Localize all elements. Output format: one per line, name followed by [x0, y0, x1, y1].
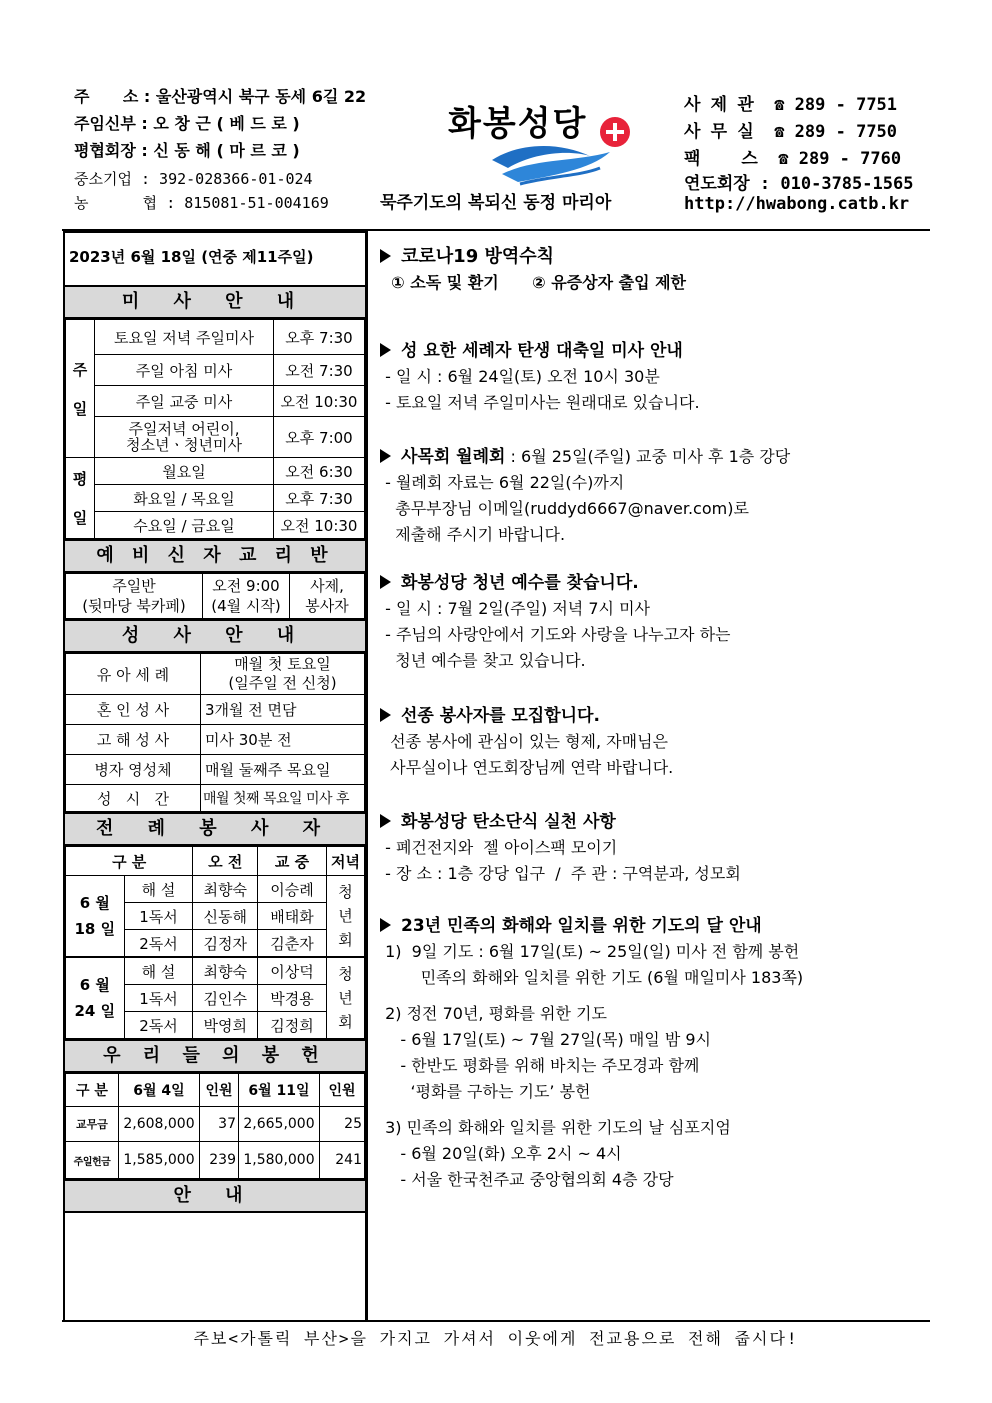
- catechumen-teacher: 사제, 봉사자: [290, 574, 365, 619]
- news-line: 2) 정전 70년, 평화를 위한 기도: [380, 1004, 607, 1023]
- news-line: ‘평화를 구하는 기도’ 봉헌: [380, 1082, 591, 1101]
- liturgy-morning: 최향숙: [193, 957, 258, 985]
- offering-col-header: 구 분: [66, 1074, 119, 1107]
- news-item-covid: [380, 244, 940, 296]
- liturgy-morning: 박영희: [193, 1012, 258, 1039]
- liturgy-main: 이승례: [258, 876, 327, 903]
- sunday-label-1: 주: [72, 360, 88, 379]
- liturgy-main: 이상덕: [258, 957, 327, 985]
- church-motto: 묵주기도의 복되신 동정 마리아: [380, 193, 612, 213]
- title-text: 23년 민족의 화해와 일치를 위한 기도의 달 안내: [401, 916, 762, 936]
- catechumen-time: 오전 9:00 (4월 시작): [203, 574, 290, 619]
- liturgy-morning: 신동해: [193, 903, 258, 930]
- address-line: 주 소 : 울산광역시 북구 동세 6길 22: [74, 87, 367, 106]
- mass-time: 오후 7:30: [274, 320, 365, 355]
- liturgy-date: 6 월 18 일: [66, 876, 125, 958]
- news-spacer: [380, 991, 940, 1001]
- mass-time: 오후 7:30: [274, 485, 365, 512]
- liturgy-morning: 김인수: [193, 985, 258, 1012]
- sunday-label-2: 일: [72, 399, 88, 418]
- mass-schedule-heading: 미 사 안 내: [65, 285, 365, 319]
- news-line: 민족의 화해와 일치를 위한 기도 (6월 매일미사 183쪽): [380, 968, 804, 987]
- sacrament-value: 매월 첫 토요일 (일주일 전 신청): [201, 654, 365, 695]
- left-column: [63, 231, 367, 1321]
- catechumen-heading: 예 비 신 자 교 리 반: [65, 539, 365, 573]
- offering-amount: 2,608,000: [119, 1107, 200, 1142]
- news-line: - 6월 20일(화) 오후 2시 ~ 4시: [380, 1144, 622, 1163]
- liturgy-morning: 최향숙: [193, 876, 258, 903]
- mass-name: 수요일 / 금요일: [95, 512, 274, 539]
- news-item-title: [380, 570, 940, 596]
- triangle-bullet-icon: [380, 343, 391, 357]
- mass-time: 오전 7:30: [274, 355, 365, 386]
- liturgy-morning: 김정자: [193, 930, 258, 958]
- news-item-carbon-fast: [380, 809, 940, 887]
- title-extra: : 6월 25일(주일) 교중 미사 후 1층 강당: [505, 447, 791, 466]
- mass-time: 오후 7:00: [274, 417, 365, 458]
- catechumen-class: 주일반 (뒷마당 북카페): [66, 574, 203, 619]
- news-line: 총무부장님 이메일(ruddyd6667@naver.com)로: [380, 499, 749, 518]
- news-line: - 폐건전지와 젤 아이스팩 모이기: [380, 838, 618, 857]
- news-line: - 장 소 : 1층 강당 입구 / 주 관 : 구역분과, 성모회: [380, 864, 741, 883]
- triangle-bullet-icon: [380, 708, 391, 722]
- offering-count: 25: [320, 1107, 365, 1142]
- news-line: 제출해 주시기 바랍니다.: [380, 525, 566, 544]
- triangle-bullet-icon: [380, 918, 391, 932]
- news-line: - 서울 한국천주교 중앙협의회 4층 강당: [380, 1170, 674, 1189]
- footer-text: 주보<가톨릭 부산>을 가지고 가셔서 이웃에게 전교용으로 전해 줍시다!: [193, 1329, 799, 1348]
- weekday-label-2: 일: [72, 509, 88, 527]
- rectory-phone: 사 제 관 ☎ 289 - 7751: [684, 95, 898, 115]
- news-line: 1) 9일 기도 : 6월 17일(토) ~ 25일(일) 미사 전 함께 봉헌: [380, 942, 800, 961]
- liturgy-date: 6 월 24 일: [66, 957, 125, 1039]
- sacrament-value: 매월 둘째주 목요일: [201, 755, 365, 785]
- news-item-title: [380, 703, 940, 729]
- offering-amount: 1,580,000: [239, 1142, 320, 1179]
- weekday-label: [66, 458, 95, 539]
- offering-amount: 2,665,000: [239, 1107, 320, 1142]
- triangle-bullet-icon: [380, 449, 391, 463]
- liturgy-main: 김춘자: [258, 930, 327, 958]
- liturgy-col-header: 오 전: [193, 847, 258, 876]
- news-line: - 일 시 : 6월 24일(토) 오전 10시 30분: [380, 367, 660, 386]
- website-url[interactable]: http://hwabong.catb.kr: [684, 194, 910, 214]
- offering-type: 주일헌금: [66, 1142, 119, 1179]
- offering-heading: 우 리 들 의 봉 헌: [65, 1039, 365, 1073]
- funeral-leader-phone: 연도회장 : 010-3785-1565: [684, 174, 914, 194]
- sacrament-name: 유 아 세 례: [66, 654, 201, 695]
- news-item-title: [380, 913, 940, 939]
- news-spacer: [380, 1105, 940, 1115]
- title-text: 화봉성당 청년 예수를 찾습니다.: [401, 573, 639, 593]
- catechumen-table: [65, 573, 365, 619]
- church-logo: [440, 96, 640, 186]
- sacrament-value: 3개월 전 면담: [201, 695, 365, 725]
- logo-emblem-icon: [440, 96, 640, 186]
- news-item-prayer-month: [380, 913, 940, 1193]
- notice-heading: 안 내: [65, 1179, 365, 1213]
- mass-time: 오전 10:30: [274, 512, 365, 539]
- news-line: 사무실이나 연도회장님께 연락 바랍니다.: [380, 758, 674, 777]
- news-line: ① 소독 및 환기 ② 유증상자 출입 제한: [380, 273, 687, 292]
- mass-name: 월요일: [95, 458, 274, 485]
- mass-name: 주일 교중 미사: [95, 386, 274, 417]
- offering-count: 241: [320, 1142, 365, 1179]
- mass-name: 주일 아침 미사: [95, 355, 274, 386]
- sacrament-name: 혼 인 성 사: [66, 695, 201, 725]
- sacrament-name: 성 시 간: [66, 785, 201, 812]
- mass-time: 오전 6:30: [274, 458, 365, 485]
- news-line: - 6월 17일(토) ~ 7월 27일(목) 매일 밤 9시: [380, 1030, 711, 1049]
- news-item-council-meeting: [380, 444, 940, 548]
- offering-col-header: 인원: [320, 1074, 365, 1107]
- offering-col-header: 6월 11일: [239, 1074, 320, 1107]
- liturgy-role: 2독서: [124, 930, 193, 958]
- news-item-youth: [380, 570, 940, 674]
- liturgy-role: 해 설: [124, 957, 193, 985]
- mass-name: 화요일 / 목요일: [95, 485, 274, 512]
- news-line: 청년 예수를 찾고 있습니다.: [380, 651, 586, 670]
- triangle-bullet-icon: [380, 575, 391, 589]
- sacrament-value: 매월 첫째 목요일 미사 후: [201, 785, 365, 812]
- liturgy-col-header: 교 중: [258, 847, 327, 876]
- sacrament-name: 병자 영성체: [66, 755, 201, 785]
- liturgy-evening: 청 년 회: [326, 876, 364, 958]
- liturgy-heading: 전 례 봉 사 자: [65, 812, 365, 846]
- triangle-bullet-icon: [380, 249, 391, 263]
- header-info-left: [74, 84, 374, 216]
- liturgy-col-header: 구 분: [66, 847, 193, 876]
- council-line: 평협회장 : 신 동 해 ( 마 르 코 ): [74, 141, 300, 160]
- liturgy-evening: 청 년 회: [326, 957, 364, 1039]
- offering-table: [65, 1073, 365, 1179]
- liturgy-role: 1독서: [124, 903, 193, 930]
- news-line: 3) 민족의 화해와 일치를 위한 기도의 날 심포지엄: [380, 1118, 731, 1137]
- title-text: 성 요한 세례자 탄생 대축일 미사 안내: [401, 341, 683, 361]
- sunday-label: [66, 320, 95, 458]
- news-item-volunteers: [380, 703, 940, 781]
- liturgy-role: 해 설: [124, 876, 193, 903]
- title-text: 코로나19 방역수칙: [401, 246, 555, 267]
- liturgy-main: 김정희: [258, 1012, 327, 1039]
- liturgy-col-header: 저녁: [326, 847, 364, 876]
- title-text: 선종 봉사자를 모집합니다.: [401, 706, 600, 726]
- news-line: - 한반도 평화를 위해 바치는 주모경과 함께: [380, 1056, 700, 1075]
- news-line: - 월례회 자료는 6월 22일(수)까지: [380, 473, 625, 492]
- sacrament-value: 미사 30분 전: [201, 725, 365, 755]
- bank-account-2: 농 협 : 815081-51-004169: [74, 194, 329, 212]
- header-contact-right: [684, 90, 944, 219]
- mass-name: 주일저녁 어린이, 청소년ㆍ청년미사: [95, 417, 274, 458]
- bank-account-1: 중소기업 : 392-028366-01-024: [74, 170, 313, 188]
- church-name: 화봉성당: [448, 104, 588, 144]
- liturgy-role: 2독서: [124, 1012, 193, 1039]
- triangle-bullet-icon: [380, 814, 391, 828]
- offering-col-header: 인원: [200, 1074, 239, 1107]
- mass-schedule-table: [65, 319, 365, 539]
- sacrament-name: 고 해 성 사: [66, 725, 201, 755]
- pastor-line: 주임신부 : 오 창 근 ( 베 드 로 ): [74, 114, 300, 133]
- sacrament-table: [65, 653, 365, 812]
- sacrament-heading: 성 사 안 내: [65, 619, 365, 653]
- offering-col-header: 6월 4일: [119, 1074, 200, 1107]
- mass-name: 토요일 저녁 주일미사: [95, 320, 274, 355]
- news-line: 선종 봉사에 관심이 있는 형제, 자매님은: [380, 732, 668, 751]
- offering-count: 239: [200, 1142, 239, 1179]
- news-line: - 주님의 사랑안에서 기도와 사랑을 나누고자 하는: [380, 625, 731, 644]
- mass-time: 오전 10:30: [274, 386, 365, 417]
- news-item-title: [380, 809, 940, 835]
- liturgy-table: [65, 846, 365, 1039]
- weekday-label-1: 평: [72, 470, 88, 488]
- news-line: - 일 시 : 7월 2일(주일) 저녁 7시 미사: [380, 599, 650, 618]
- office-phone: 사 무 실 ☎ 289 - 7750: [684, 122, 898, 142]
- offering-type: 교무금: [66, 1107, 119, 1142]
- bulletin-date: 2023년 6월 18일 (연중 제11주일): [69, 248, 314, 266]
- liturgy-role: 1독서: [124, 985, 193, 1012]
- news-item-title: [380, 244, 940, 270]
- title-text: 사목회 월례회: [401, 447, 506, 467]
- news-item-title: [380, 444, 940, 470]
- offering-amount: 1,585,000: [119, 1142, 200, 1179]
- liturgy-main: 배태화: [258, 903, 327, 930]
- news-item-title: [380, 338, 940, 364]
- news-item-st-john: [380, 338, 940, 416]
- title-text: 화봉성당 탄소단식 실천 사항: [401, 812, 616, 832]
- offering-count: 37: [200, 1107, 239, 1142]
- liturgy-main: 박경용: [258, 985, 327, 1012]
- fax-number: 팩 스 ☎ 289 - 7760: [684, 149, 902, 169]
- news-line: - 토요일 저녁 주일미사는 원래대로 있습니다.: [380, 393, 700, 412]
